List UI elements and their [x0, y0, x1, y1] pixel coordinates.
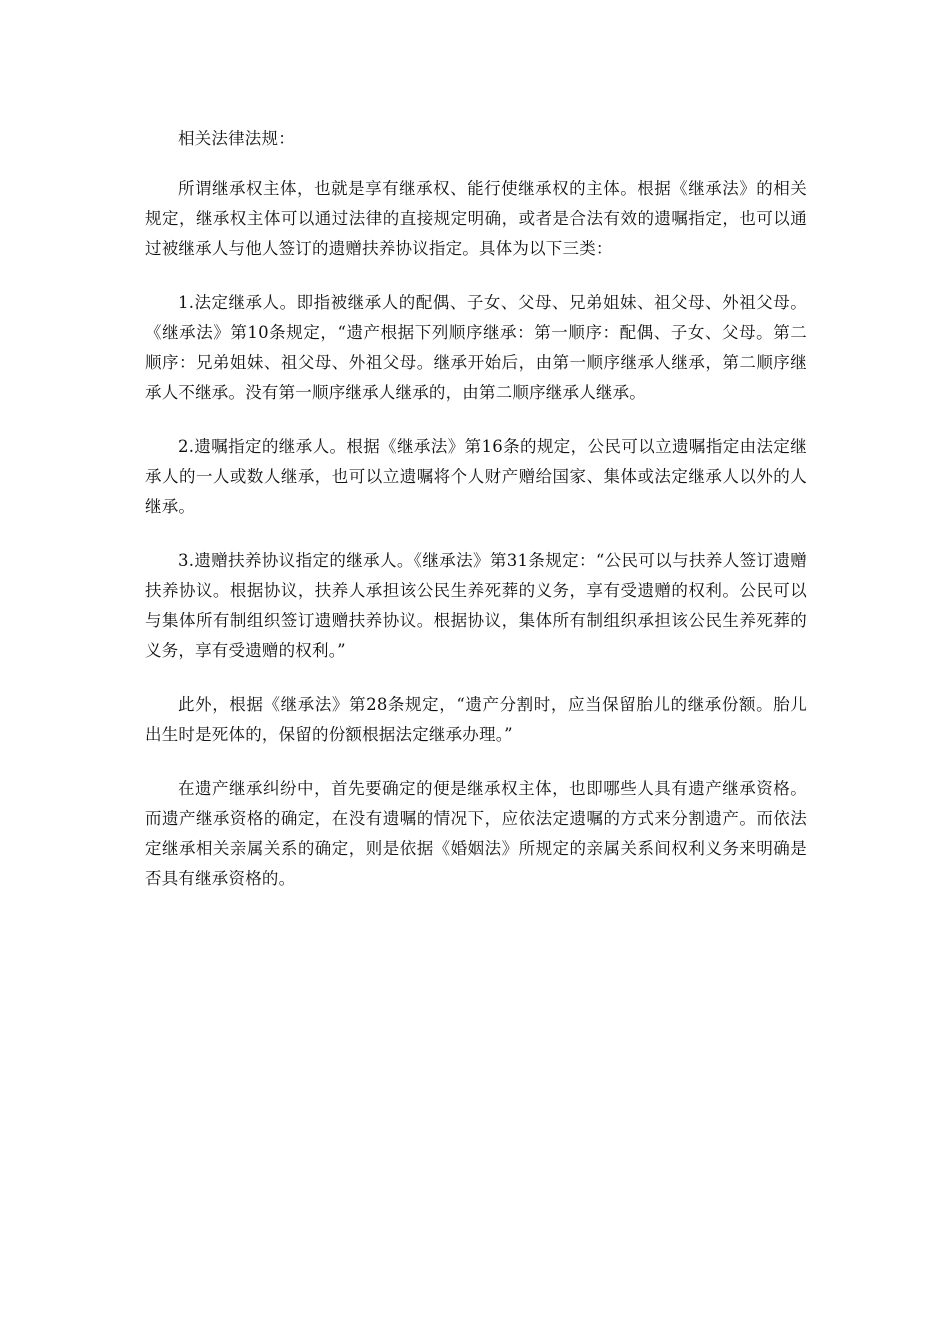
- paragraph-conclusion: 在遗产继承纠纷中，首先要确定的便是继承权主体，也即哪些人具有遗产继承资格。而遗产继承资格的确定，在没有遗嘱的情况下，应依法定遗嘱的方式来分割遗产。而依法定继承相关亲属关系的确定，则是依据《婚姻法》所规定的亲属关系间权利义务来明确是否具有继承资格的。: [145, 779, 807, 888]
- document-body: [145, 124, 807, 894]
- section-heading: 相关法律法规：: [178, 129, 295, 148]
- paragraph-item-1: 1.法定继承人。即指被继承人的配偶、子女、父母、兄弟姐妹、祖父母、外祖父母。《继承法》第10条规定，“遗产根据下列顺序继承：第一顺序：配偶、子女、父母。第二顺序：兄弟姐妹、祖父母、外祖父母。继承开始后，由第一顺序继承人继承，第二顺序继承人不继承。没有第一顺序继承人继承的，由第二顺序继承人继承。: [145, 293, 807, 402]
- paragraph-intro: 所谓继承权主体，也就是享有继承权、能行使继承权的主体。根据《继承法》的相关规定，继承权主体可以通过法律的直接规定明确，或者是合法有效的遗嘱指定，也可以通过被继承人与他人签订的遗赠扶养协议指定。具体为以下三类：: [145, 179, 807, 258]
- paragraph-additional: 此外，根据《继承法》第28条规定，“遗产分割时，应当保留胎儿的继承份额。胎儿出生时是死体的，保留的份额根据法定继承办理。”: [145, 695, 807, 744]
- paragraph-item-2: 2.遗嘱指定的继承人。根据《继承法》第16条的规定，公民可以立遗嘱指定由法定继承人的一人或数人继承，也可以立遗嘱将个人财产赠给国家、集体或法定继承人以外的人继承。: [145, 437, 807, 516]
- paragraph-item-3: 3.遗赠扶养协议指定的继承人。《继承法》第31条规定：“公民可以与扶养人签订遗赠扶养协议。根据协议，扶养人承担该公民生养死葬的义务，享有受遗赠的权利。公民可以与集体所有制组织签订遗赠扶养协议。根据协议，集体所有制组织承担该公民生养死葬的义务，享有受遗赠的权利。”: [145, 551, 807, 660]
